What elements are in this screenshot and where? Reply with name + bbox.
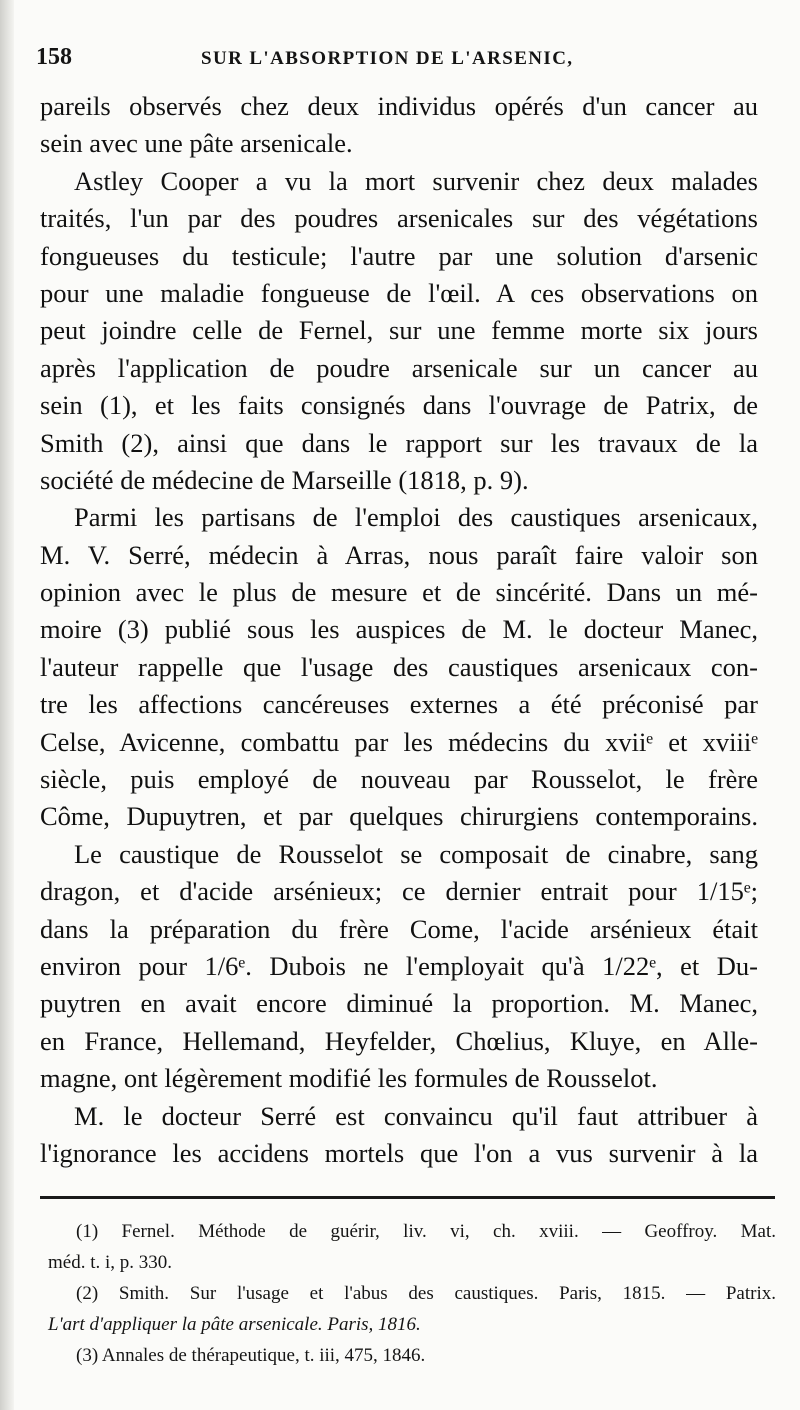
footnote-rule bbox=[40, 1196, 775, 1199]
text-line: M. V. Serré, médecin à Arras, nous paraît faire valoir son bbox=[40, 539, 758, 570]
page-gutter-shadow bbox=[0, 0, 14, 1410]
footnote-3: (3) Annales de thérapeutique, t. iii, 475, 1846. bbox=[76, 1345, 426, 1366]
text-line: fongueuses du testicule; l'autre par une solution d'arsenic bbox=[40, 240, 758, 271]
footnote-2-continued: L'art d'appliquer la pâte arsenicale. Paris, 1816. bbox=[48, 1314, 421, 1335]
text-line: Parmi les partisans de l'emploi des caustiques arsenicaux, bbox=[74, 502, 758, 533]
text-line: en France, Hellemand, Heyfelder, Chœlius, Kluye, en Alle- bbox=[40, 1025, 758, 1056]
text-line: traités, l'un par des poudres arsenicales sur des végétations bbox=[40, 203, 758, 234]
text-line: Côme, Dupuytren, et par quelques chirurgiens contemporains. bbox=[40, 801, 758, 832]
text-line: siècle, puis employé de nouveau par Rousselot, le frère bbox=[40, 764, 758, 795]
text-line: sein (1), et les faits consignés dans l'ouvrage de Patrix, de bbox=[40, 390, 758, 421]
text-line: tre les affections cancéreuses externes a été préconisé par bbox=[40, 689, 758, 720]
text-line: Le caustique de Rousselot se composait de cinabre, sang bbox=[74, 838, 758, 869]
text-line: magne, ont légèrement modifié les formules de Rousselot. bbox=[40, 1063, 658, 1094]
text-line: environ pour 1/6ᵉ. Dubois ne l'employait qu'à 1/22ᵉ, et Du- bbox=[40, 950, 758, 981]
text-line: l'ignorance les accidens mortels que l'on a vus survenir à la bbox=[40, 1137, 758, 1168]
running-title: SUR L'ABSORPTION DE L'ARSENIC, bbox=[201, 48, 574, 69]
footnote-1-continued: méd. t. i, p. 330. bbox=[48, 1252, 173, 1273]
footnote-1: (1) Fernel. Méthode de guérir, liv. vi, ch. xviii. — Geoffroy. Mat. bbox=[76, 1221, 776, 1242]
footnote-2: (2) Smith. Sur l'usage et l'abus des caustiques. Paris, 1815. — Patrix. bbox=[76, 1283, 776, 1304]
page-number: 158 bbox=[36, 44, 72, 70]
text-line: sein avec une pâte arsenicale. bbox=[40, 128, 353, 159]
text-line: moire (3) publié sous les auspices de M. le docteur Manec, bbox=[40, 614, 758, 645]
text-line: pareils observés chez deux individus opérés d'un cancer au bbox=[40, 91, 758, 121]
footnotes bbox=[48, 1216, 776, 1371]
text-line: Astley Cooper a vu la mort survenir chez deux malades bbox=[74, 165, 758, 196]
text-line: après l'application de poudre arsenicale sur un cancer au bbox=[40, 352, 758, 383]
text-line: puytren en avait encore diminué la proportion. M. Manec, bbox=[40, 988, 758, 1019]
page-header bbox=[36, 44, 766, 74]
text-line: opinion avec le plus de mesure et de sincérité. Dans un mé- bbox=[40, 577, 758, 608]
text-line: société de médecine de Marseille (1818, p. 9). bbox=[40, 464, 529, 495]
text-line: dans la préparation du frère Come, l'acide arsénieux était bbox=[40, 913, 758, 944]
text-line: Smith (2), ainsi que dans le rapport sur les travaux de la bbox=[40, 427, 758, 458]
text-line: M. le docteur Serré est convaincu qu'il faut attribuer à bbox=[74, 1100, 758, 1131]
body-text bbox=[40, 88, 758, 1172]
text-line: l'auteur rappelle que l'usage des caustiques arsenicaux con- bbox=[40, 651, 758, 682]
text-line: peut joindre celle de Fernel, sur une femme morte six jours bbox=[40, 315, 758, 346]
text-line: pour une maladie fongueuse de l'œil. A ces observations on bbox=[40, 277, 758, 308]
text-line: dragon, et d'acide arsénieux; ce dernier entrait pour 1/15ᵉ; bbox=[40, 876, 758, 907]
text-line: Celse, Avicenne, combattu par les médecins du xviiᵉ et xviiiᵉ bbox=[40, 726, 758, 757]
